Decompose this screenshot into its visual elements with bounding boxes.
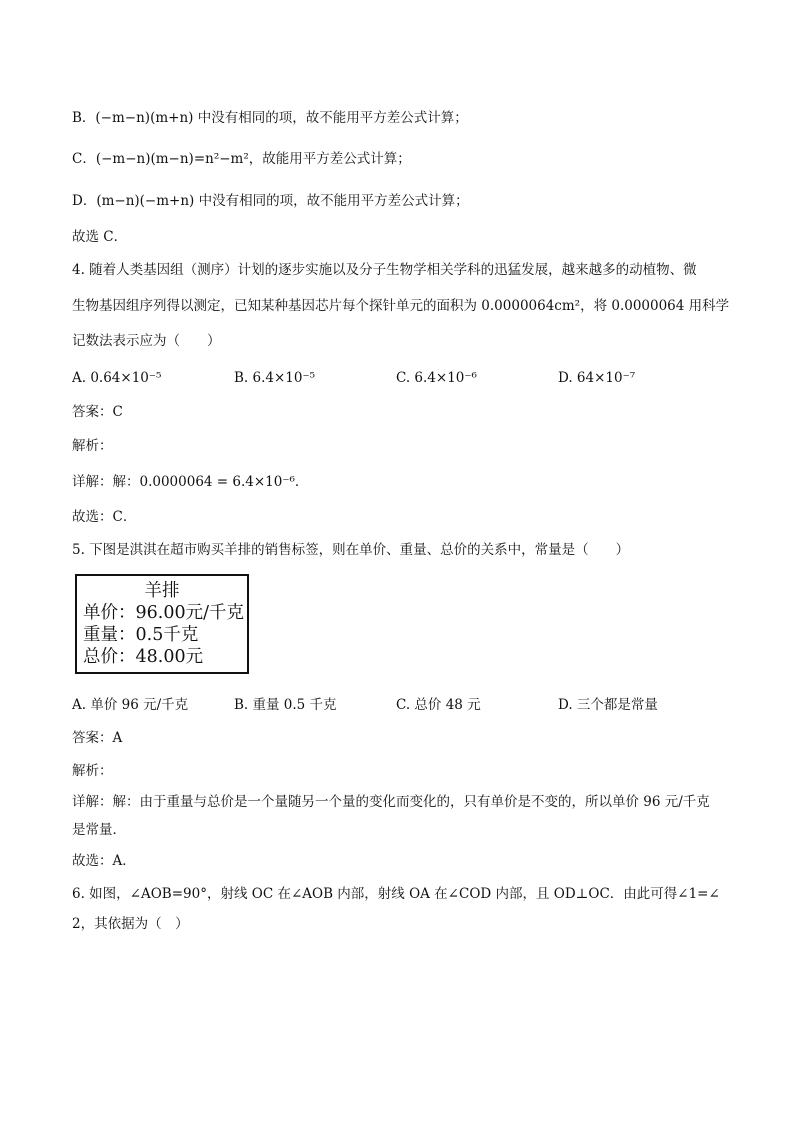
q4-option-c: C. 6.4×10⁻⁶ xyxy=(396,370,477,386)
price-label-unit-price: 单价：96.00元/千克 xyxy=(83,603,244,623)
price-label-image xyxy=(75,574,249,674)
q4-detail: 详解：解：0.0000064 = 6.4×10⁻⁶． xyxy=(72,474,309,490)
q4-option-a: A. 0.64×10⁻⁵ xyxy=(72,370,162,386)
q5-option-d: D. 三个都是常量 xyxy=(558,697,658,713)
q5-detail-line1: 详解：解：由于重量与总价是一个量随另一个量的变化而变化的，只有单价是不变的，所以单价 96 元/千克 xyxy=(72,794,710,810)
q4-choose: 故选：C． xyxy=(72,509,137,525)
q4-stem-line1: 4. 随着人类基因组（测序）计划的逐步实施以及分子生物学相关学科的迅猛发展，越来越多的动植物、微 xyxy=(72,262,697,278)
q5-answer: 答案：A xyxy=(72,730,123,746)
option-c-explanation: C．(−m−n)(m−n)=n²−m²，故能用平方差公式计算； xyxy=(72,151,411,167)
q4-stem-line2: 生物基因组序列得以测定，已知某种基因芯片每个探针单元的面积为 0.0000064cm²，将 0.0000064 用科学 xyxy=(72,298,730,314)
q4-option-b: B. 6.4×10⁻⁵ xyxy=(234,370,315,386)
q5-option-b: B. 重量 0.5 千克 xyxy=(234,697,337,713)
q4-option-d: D. 64×10⁻⁷ xyxy=(558,370,636,386)
price-label-weight: 重量：0.5千克 xyxy=(83,625,199,645)
option-b-explanation: B．(−m−n)(m+n) 中没有相同的项，故不能用平方差公式计算； xyxy=(72,110,468,126)
q5-option-a: A. 单价 96 元/千克 xyxy=(72,697,189,713)
q4-stem-line3: 记数法表示应为（ ） xyxy=(72,333,221,349)
q5-detail-line2: 是常量． xyxy=(72,822,126,838)
q5-analysis-label: 解析： xyxy=(72,763,113,779)
q6-stem-line2: 2，其依据为（ ） xyxy=(72,916,189,932)
option-d-explanation: D．(m−n)(−m+n) 中没有相同的项，故不能用平方差公式计算； xyxy=(72,193,469,209)
q5-option-c: C. 总价 48 元 xyxy=(396,697,481,713)
q4-analysis-label: 解析： xyxy=(72,438,113,454)
q5-stem: 5. 下图是淇淇在超市购买羊排的销售标签，则在单价、重量、总价的关系中，常量是（ ） xyxy=(72,542,630,558)
q5-choose: 故选：A． xyxy=(72,853,136,869)
q6-stem-line1: 6. 如图，∠AOB=90°，射线 OC 在∠AOB 内部，射线 OA 在∠COD 内部，且 OD⊥OC．由此可得∠1=∠ xyxy=(72,886,720,902)
price-label-title: 羊排 xyxy=(144,581,180,601)
q4-answer: 答案：C xyxy=(72,404,123,420)
choose-c-line: 故选 C． xyxy=(72,229,128,245)
price-label-total: 总价：48.00元 xyxy=(83,647,204,667)
